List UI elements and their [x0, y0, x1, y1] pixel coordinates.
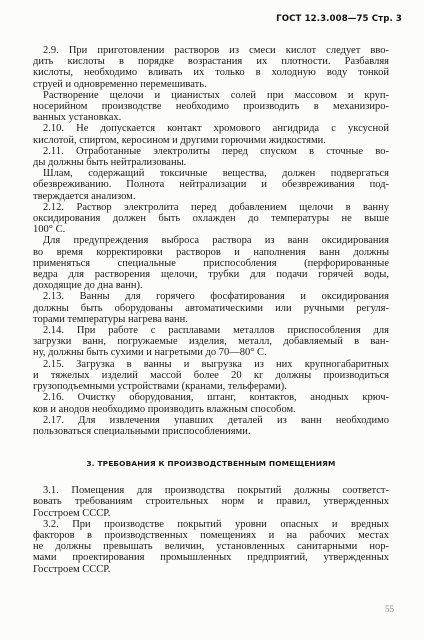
text-line: ды должны быть нейтрализованы. — [33, 157, 187, 169]
text-line: не должны превышать величин, установленных санитарными нор- — [33, 541, 389, 553]
paragraph — [33, 123, 389, 145]
text-line: струей и одновременно перемешивать. — [33, 78, 207, 90]
text-line: применяться специальные приспособления (перфорированные — [33, 257, 389, 269]
paragraph — [33, 146, 389, 168]
section-heading: 3. ТРЕБОВАНИЯ К ПРОИЗВОДСТВЕННЫМ ПОМЕЩЕНИЯМ — [86, 459, 336, 469]
text-line: дить кислоты в порядке возрастания их плотности. Разбавляя — [33, 56, 389, 68]
text-line: ну, должны быть сухими и нагретыми до 70—80° С. — [33, 347, 267, 359]
text-line: 100° С. — [33, 224, 66, 236]
text-line: 2.14. При работе с расплавами металлов приспособления для — [43, 325, 389, 337]
text-line: мами проектирования промышленных предприятий, утвержденных — [33, 552, 389, 564]
text-line: 2.17. Для извлечения упавших деталей из ванн необходимо — [43, 414, 389, 426]
text-line: Госстроем СССР. — [33, 507, 111, 519]
text-line: ванных установках. — [33, 112, 122, 124]
text-line: факторов в производственных помещениях и на рабочих местах — [33, 529, 389, 541]
text-line: Шлам, содержащий токсичные вещества, должен подвергаться — [43, 168, 389, 180]
text-line: Для предупреждения выброса раствора из ванн оксидирования — [43, 235, 389, 247]
text-line: 2.16. Очистку оборудования, штанг, контактов, анодных крюч- — [43, 392, 389, 404]
text-line: обезвреживанию. Полнота нейтрализации и обезвреживания под- — [33, 179, 389, 191]
text-line: кислотой, спиртом, керосином и другими горючими жидкостями. — [33, 134, 326, 146]
text-line: носерийном производстве необходимо производить в механизиро- — [33, 101, 389, 113]
text-line: Госстроем СССР. — [33, 563, 111, 575]
text-line: кислоты, необходимо вливать их только в холодную воду тонкой — [33, 67, 389, 79]
page-header: ГОСТ 12.3.008—75 Стр. 3 — [276, 14, 402, 24]
text-line: доходящие до дна ванн). — [33, 280, 143, 292]
text-line: пользоваться специальными приспособлениями. — [33, 425, 251, 437]
text-line: 2.9. При приготовлении растворов из смеси кислот следует вво- — [43, 45, 389, 56]
text-line: 2.12. Раствор электролита перед добавлением щелочи в ванну — [43, 201, 389, 213]
text-line: ведра для растворения щелочи, трубки для подачи горячей воды, — [33, 269, 389, 281]
paragraph — [33, 415, 389, 437]
paragraph — [33, 359, 389, 393]
text-line: вовать требованиям строительных норм и правил, утвержденных — [33, 496, 389, 508]
text-line: Растворение щелочи и цианистых солей при массовом и круп- — [43, 89, 389, 101]
text-line: оксидирования должен быть охлажден до температуры не выше — [33, 213, 389, 225]
text-line: и тяжелых изделий массой более 20 кг должны производиться — [33, 369, 389, 381]
text-line: 2.10. Не допускается контакт хромового ангидрида с уксусной — [43, 123, 389, 135]
paragraph — [33, 168, 389, 202]
text-line: ков и анодов необходимо производить влажным способом. — [33, 403, 296, 415]
text-line: тверждается анализом. — [33, 190, 136, 202]
text-line: во время корректировки растворов и наполнения ванн должны — [33, 246, 389, 258]
paragraph — [33, 202, 389, 236]
text-line: 2.13. Ванны для горячего фосфатирования и оксидирования — [43, 291, 389, 303]
text-line: 2.11. Отработанные электролиты перед спуском в сточные во- — [43, 145, 389, 157]
paragraph — [33, 90, 389, 124]
requirements-section-3 — [33, 485, 389, 575]
text-line: грузоподъемными устройствами (кранами, тельферами). — [33, 381, 287, 393]
paragraph — [33, 485, 389, 519]
text-line: должны быть оборудованы автоматическими или ручными регуля- — [33, 302, 389, 314]
text-line: 2.15. Загрузка в ванны и выгрузка из них крупногабаритных — [43, 358, 389, 370]
paragraph — [33, 45, 389, 90]
paragraph — [33, 392, 389, 414]
text-line: торами температуры нагрева ванн. — [33, 313, 188, 325]
text-line: 3.1. Помещения для производства покрытий должны соответст- — [43, 485, 389, 497]
text-line: загрузки ванн, погружаемые изделия, металл, добавляемый в ван- — [33, 336, 389, 348]
page-content — [33, 45, 389, 575]
requirements-section-2 — [33, 45, 389, 437]
paragraph — [33, 235, 389, 291]
text-line: 3.2. При производстве покрытий уровни опасных и вредных — [43, 518, 389, 530]
paragraph — [33, 325, 389, 359]
paragraph — [33, 519, 389, 575]
page-number: 55 — [385, 604, 394, 614]
paragraph — [33, 291, 389, 325]
